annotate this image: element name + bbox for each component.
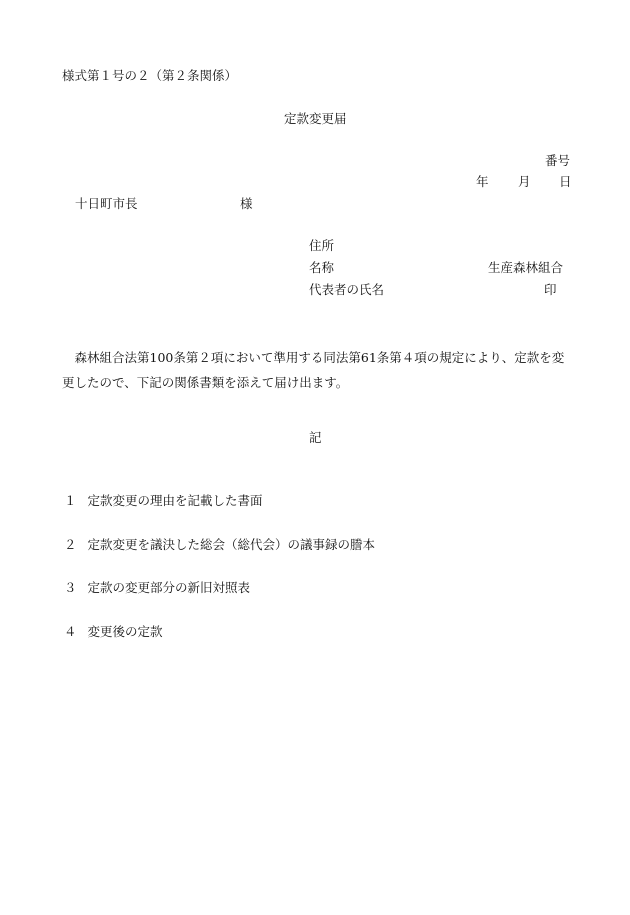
list-item-text: 変更後の定款 — [87, 624, 163, 639]
list-item-text: 定款変更を議決した総会（総代会）の議事録の謄本 — [87, 537, 376, 552]
date-month-label: 月 — [518, 174, 531, 189]
list-item-text: 定款変更の理由を記載した書面 — [87, 493, 263, 508]
date-day-label: 日 — [559, 174, 572, 189]
ki-label: 記 — [309, 430, 322, 445]
list-item — [64, 582, 250, 595]
list-item — [64, 495, 263, 508]
list-item-number: ３ — [64, 580, 77, 595]
form-label: 様式第１号の２（第２条関係） — [62, 68, 238, 83]
date-year-label: 年 — [476, 174, 489, 189]
list-item-number: ４ — [64, 624, 77, 639]
address-label: 住所 — [309, 238, 335, 253]
addressee-name: 十日町市長 — [75, 196, 138, 211]
list-item — [64, 539, 375, 552]
applicant-name-suffix: 生産森林組合 — [488, 260, 564, 275]
seal-label: 印 — [544, 282, 557, 297]
number-label: 番号 — [545, 153, 571, 168]
list-item-number: １ — [64, 493, 77, 508]
list-item-text: 定款の変更部分の新旧対照表 — [87, 580, 251, 595]
body-paragraph: 森林組合法第100条第２項において準用する同法第61条第４項の規定により、定款を変更したので、下記の関係書類を添えて届け出ます。 — [62, 350, 565, 390]
representative-label: 代表者の氏名 — [309, 282, 385, 297]
list-item-number: ２ — [64, 537, 77, 552]
list-item — [64, 626, 163, 639]
document-title: 定款変更届 — [284, 111, 347, 126]
applicant-name-label: 名称 — [309, 260, 335, 275]
addressee-honorific: 様 — [240, 196, 253, 211]
